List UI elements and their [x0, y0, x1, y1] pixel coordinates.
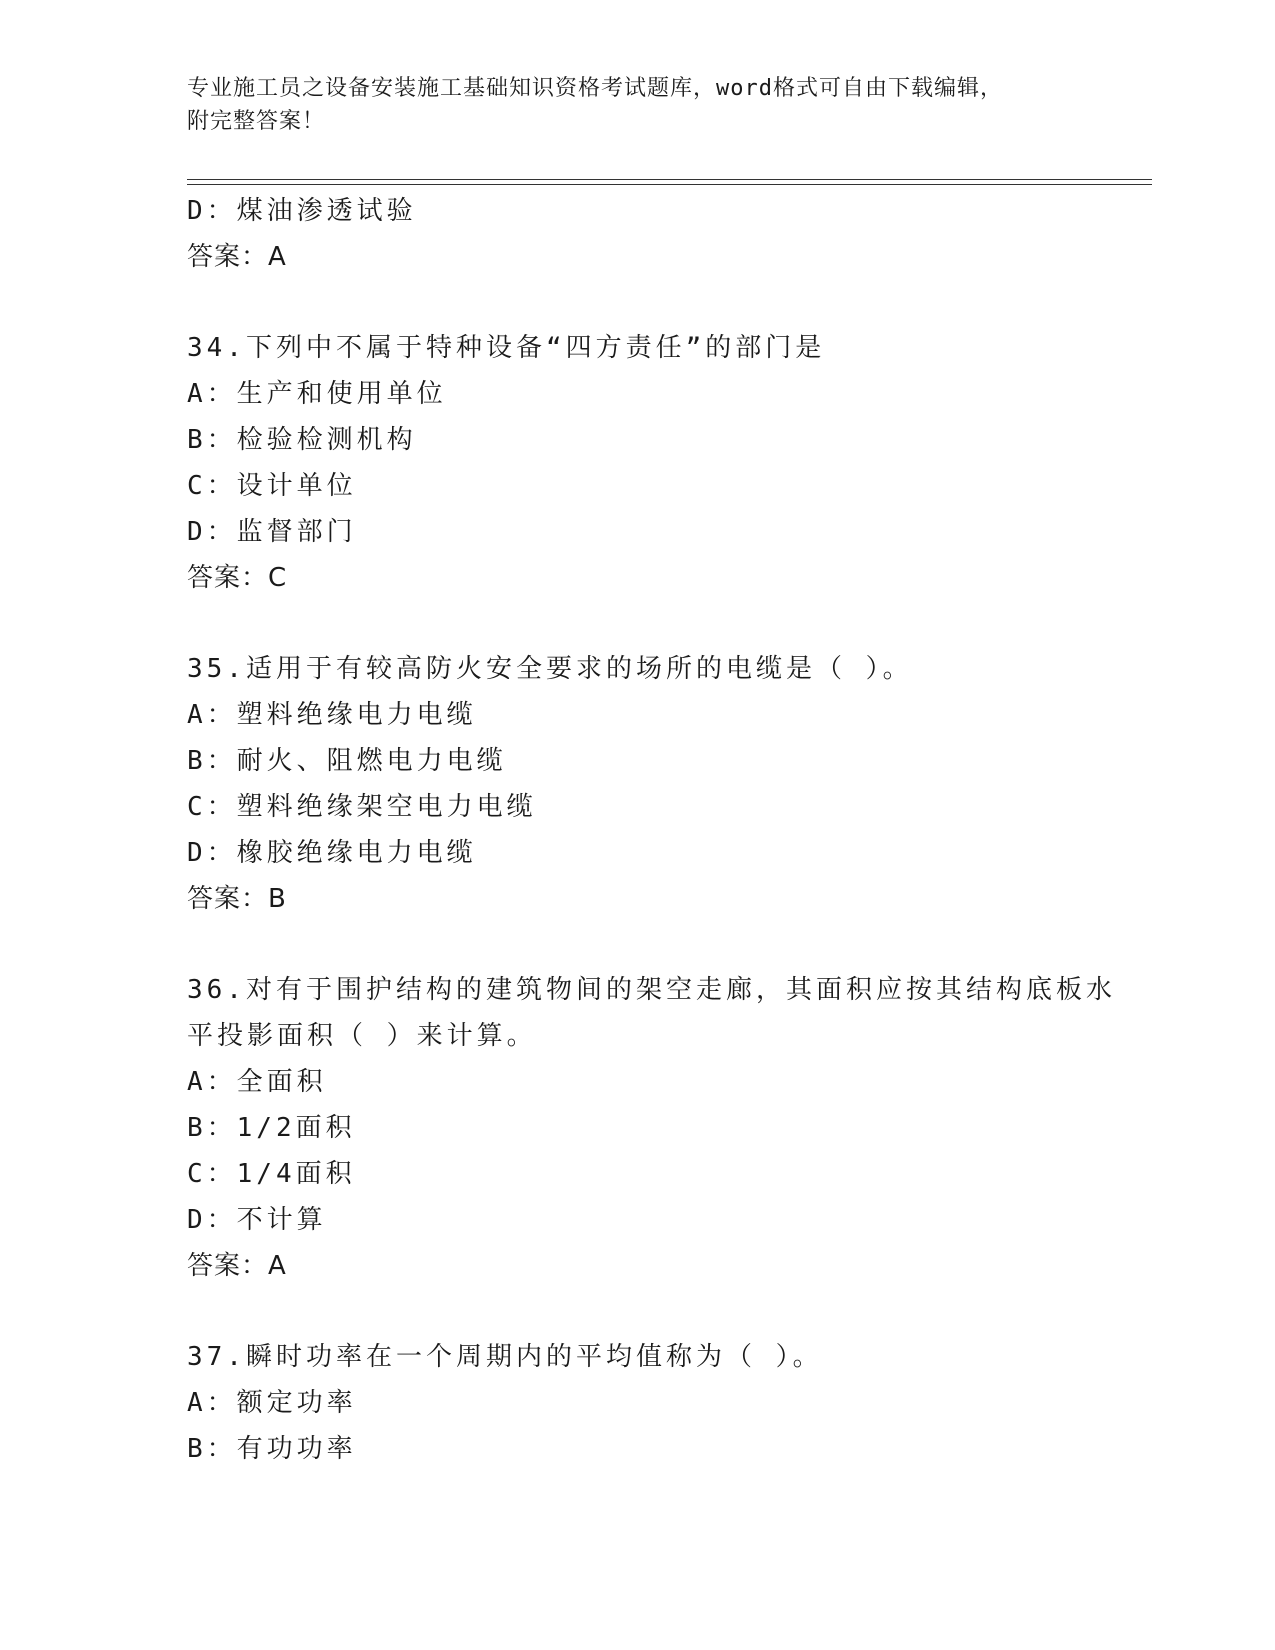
header-divider-top: [187, 179, 1152, 180]
option-c: C：塑料绝缘架空电力电缆: [187, 792, 537, 822]
question-stem: 35.适用于有较高防火安全要求的场所的电缆是（ ）。: [187, 654, 913, 684]
option-d: D：煤油渗透试验: [187, 196, 417, 226]
answer-line: 答案：B: [187, 884, 287, 914]
option-d: D：不计算: [187, 1205, 327, 1235]
option-a: A：塑料绝缘电力电缆: [187, 700, 477, 730]
option-d: D：监督部门: [187, 517, 357, 547]
document-header: [187, 72, 1087, 138]
option-a: A：额定功率: [187, 1388, 357, 1418]
answer-line: 答案：C: [187, 563, 288, 593]
option-b: B：耐火、阻燃电力电缆: [187, 746, 507, 776]
option-d: D：橡胶绝缘电力电缆: [187, 838, 477, 868]
header-divider-bottom: [187, 184, 1152, 185]
option-b: B：1/2面积: [187, 1113, 356, 1143]
option-a: A：生产和使用单位: [187, 379, 447, 409]
question-36: [187, 967, 1152, 1289]
header-line-2: 附完整答案！: [187, 109, 326, 134]
option-b: B：检验检测机构: [187, 425, 417, 455]
question-stem: 37.瞬时功率在一个周期内的平均值称为（ ）。: [187, 1342, 823, 1372]
question-37: [187, 1334, 1152, 1472]
question-stem: 34.下列中不属于特种设备“四方责任”的部门是: [187, 333, 826, 363]
answer-line: 答案：A: [187, 242, 287, 272]
question-35: [187, 646, 1152, 922]
question-33: [187, 188, 1152, 280]
option-b: B：有功功率: [187, 1434, 357, 1464]
question-34: [187, 325, 1152, 601]
question-stem-line-1: 36.对有于围护结构的建筑物间的架空走廊，其面积应按其结构底板水: [187, 975, 1116, 1005]
option-c: C：设计单位: [187, 471, 357, 501]
question-list: [187, 188, 1152, 1472]
answer-line: 答案：A: [187, 1251, 287, 1281]
question-stem-line-2: 平投影面积（ ）来计算。: [187, 1021, 537, 1051]
option-a: A：全面积: [187, 1067, 327, 1097]
option-c: C：1/4面积: [187, 1159, 356, 1189]
header-line-1: 专业施工员之设备安装施工基础知识资格考试题库，word格式可自由下载编辑，: [187, 76, 1003, 101]
